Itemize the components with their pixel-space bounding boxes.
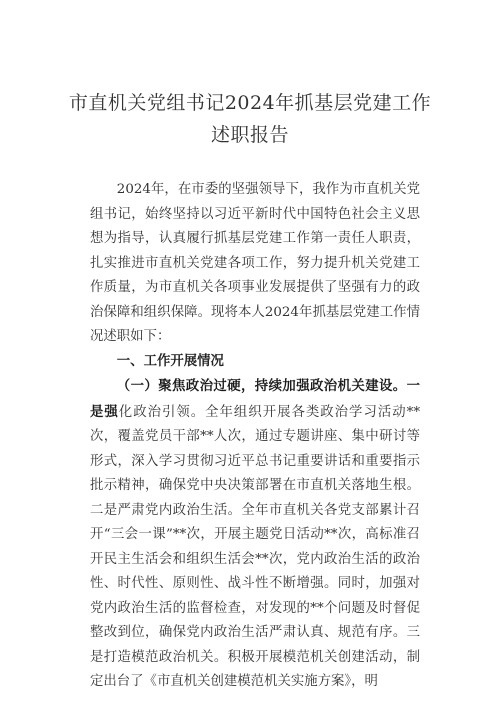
document-body bbox=[90, 178, 420, 695]
sub-section-paragraph bbox=[90, 374, 420, 695]
section-heading-work-status: 一、工作开展情况 bbox=[116, 353, 224, 369]
document-title-line-2: 述职报告 bbox=[210, 124, 289, 146]
document-title-line-1: 市直机关党组书记2024年抓基层党建工作 bbox=[68, 92, 432, 114]
intro-paragraph: 2024年，在市委的坚强领导下，我作为市直机关党组书记，始终坚持以习近平新时代中国特色社会主义思想为指导，认真履行抓基层党建工作第一责任人职责，扎实推进市直机关党建各项工作，努力提升机关党建工作质量，为市直机关各项事业发展提供了坚强有力的政治保障和组织保障。现将本人2024年抓基层党建工作情况述职如下： bbox=[90, 182, 420, 344]
sub-section-body: 化政治引领。全年组织开展各类政治学习活动**次，覆盖党员干部**人次，通过专题讲座、集中研讨等形式，深入学习贯彻习近平总书记重要讲话和重要指示批示精神，确保党中央决策部署在市直机关落地生根。二是严肃党内政治生活。全年市直机关各党支部累计召开“三会一课”**次，开展主题党日活动**次，高标准召开民主生活会和组织生活会**次，党内政治生活的政治性、时代性、原则性、战斗性不断增强。同时，加强对党内政治生活的监督检查，对发现的**个问题及时督促整改到位，确保党内政治生活严肃认真、规范有序。三是打造模范政治机关。积极开展模范机关创建活动，制定出台了《市直机关创建模范机关实施方案》，明 bbox=[90, 404, 421, 689]
sub-section-heading: （一）聚焦政治过硬，持续加强政治机关建设。一是强 bbox=[90, 378, 420, 420]
